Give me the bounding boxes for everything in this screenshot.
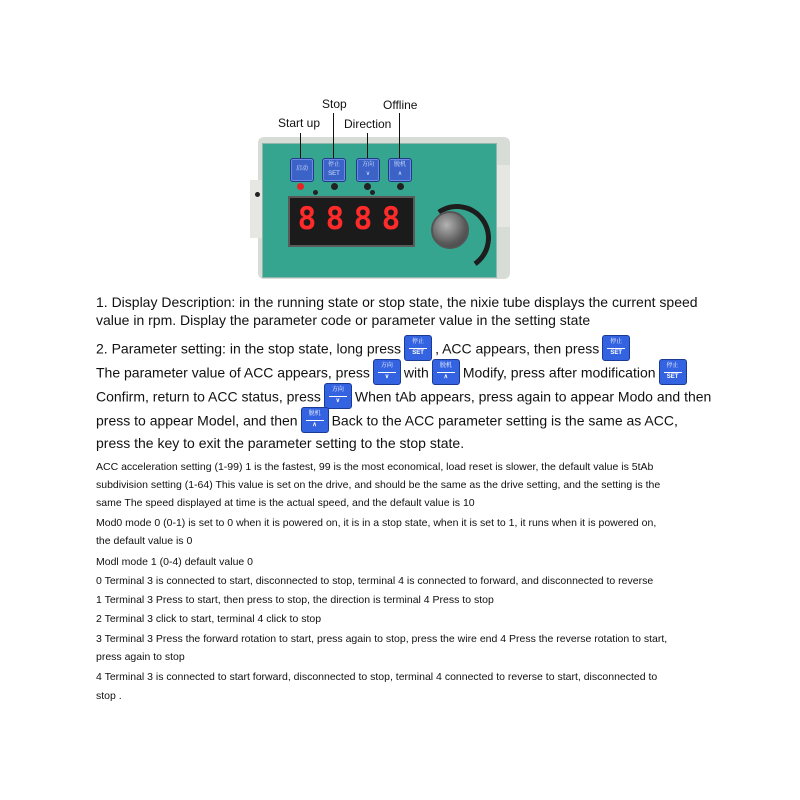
offline-led [397, 183, 404, 190]
label-start-up: Start up [278, 116, 321, 130]
parameter-setting-line-2 [96, 361, 690, 387]
callout-line-offline [399, 113, 400, 159]
mode-2-line: 2 Terminal 3 click to start, terminal 4 click to stop [96, 613, 322, 625]
key-sub-label: ∨ [378, 372, 396, 381]
chevron-down-icon: ∨ [365, 171, 371, 177]
mode-3-continued-line: press again to stop [96, 651, 185, 663]
nixie-display [288, 196, 415, 247]
mode-1-line: 1 Terminal 3 Press to start, then press to stop, the direction is terminal 4 Press to stop [96, 594, 494, 606]
display-description-line-1: 1. Display Description: in the running state or stop state, the nixie tube displays the current speed [96, 294, 698, 310]
start-button-label: 启动 [295, 166, 308, 172]
stop-button-label: 停止 [327, 162, 340, 168]
key-label: 脱机 [439, 363, 452, 369]
text-segment: , ACC appears, then press [435, 340, 600, 357]
label-direction: Direction [344, 117, 392, 131]
display-digit: 8 [381, 201, 401, 237]
text-segment: 2. Parameter setting: in the stop state, long press [96, 340, 402, 357]
acc-setting-line: ACC acceleration setting (1-99) 1 is the fastest, 99 is the most economical, load reset is slower, the default value is 5tAb [96, 461, 654, 473]
start-button[interactable] [290, 158, 314, 182]
key-label: 脱机 [308, 411, 321, 417]
label-stop: Stop [322, 97, 347, 111]
right-mounting-clip [496, 165, 510, 227]
indicator-led [313, 190, 318, 195]
text-segment: Back to the ACC parameter setting is the same as ACC, [331, 412, 678, 429]
direction-led [364, 183, 371, 190]
text-segment: When tAb appears, press again to appear Modo and then [354, 388, 712, 405]
offline-button-label: 脱机 [393, 162, 406, 168]
stop-set-key-icon [602, 335, 630, 361]
text-segment: with [403, 364, 429, 381]
chevron-up-icon: ∧ [397, 171, 403, 177]
modl-line: Modl mode 1 (0-4) default value 0 [96, 556, 254, 568]
offline-up-button[interactable] [388, 158, 412, 182]
parameter-setting-line-5: press the key to exit the parameter setting to the stop state. [96, 435, 465, 451]
direction-key-icon [324, 383, 352, 409]
key-label: 方向 [331, 387, 344, 393]
key-sub-label: SET [607, 348, 625, 357]
offline-key-icon [301, 407, 329, 433]
text-segment: Confirm, return to ACC status, press [96, 388, 321, 405]
parameter-setting-line-1 [96, 337, 633, 363]
set-label: SET [328, 171, 340, 177]
callout-line-direction [367, 133, 368, 159]
callout-line-stop [333, 113, 334, 159]
text-segment: The parameter value of ACC appears, press [96, 364, 370, 381]
direction-key-icon [373, 359, 401, 385]
key-label: 停止 [666, 363, 679, 369]
text-segment: Modify, press after modification [462, 364, 656, 381]
speed-display-line: same The speed displayed at time is the actual speed, and the default value is 10 [96, 497, 475, 509]
mode-4-line: 4 Terminal 3 is connected to start forward, disconnected to stop, terminal 4 connected to reverse to start, disconnected to [96, 671, 658, 683]
display-digit: 8 [325, 201, 345, 237]
speed-knob[interactable] [431, 211, 469, 249]
stop-set-key-icon [659, 359, 687, 385]
mode-3-line: 3 Terminal 3 Press the forward rotation to start, press again to stop, press the wire end 4 Press the reverse rotation to start, [96, 633, 668, 645]
mod0-line: Mod0 mode 0 (0-1) is set to 0 when it is powered on, it is in a stop state, when it is set to 1, it runs when it is powered on, [96, 517, 657, 529]
key-sub-label: SET [664, 372, 682, 381]
key-sub-label: ∧ [437, 372, 455, 381]
run-led [297, 183, 304, 190]
key-sub-label: ∨ [329, 396, 347, 405]
mode-0-line: 0 Terminal 3 is connected to start, disconnected to stop, terminal 4 is connected to forward, and disconnected to reverse [96, 575, 654, 587]
stop-set-button[interactable] [322, 158, 346, 182]
callout-line-start [300, 133, 301, 159]
direction-button-label: 方向 [361, 162, 374, 168]
mod0-default-line: the default value is 0 [96, 535, 193, 547]
mode-4-continued-line: stop . [96, 690, 122, 702]
side-screw [255, 192, 260, 197]
key-label: 停止 [610, 339, 623, 345]
indicator-led [370, 190, 375, 195]
stop-set-key-icon [404, 335, 432, 361]
parameter-setting-line-3 [96, 385, 711, 411]
label-offline: Offline [383, 98, 418, 112]
key-sub-label: SET [409, 348, 427, 357]
display-description-line-2: value in rpm. Display the parameter code or parameter value in the setting state [96, 312, 591, 328]
key-sub-label: ∧ [306, 420, 324, 429]
display-digit: 8 [353, 201, 373, 237]
offline-key-icon [432, 359, 460, 385]
parameter-setting-line-4 [96, 409, 678, 435]
key-label: 方向 [380, 363, 393, 369]
text-segment: press to appear Model, and then [96, 412, 298, 429]
display-digit: 8 [297, 201, 317, 237]
subdivision-setting-line: subdivision setting (1-64) This value is set on the drive, and should be the same as the drive setting, and the setting is the [96, 479, 661, 491]
direction-down-button[interactable] [356, 158, 380, 182]
key-label: 停止 [412, 339, 425, 345]
stop-led [331, 183, 338, 190]
